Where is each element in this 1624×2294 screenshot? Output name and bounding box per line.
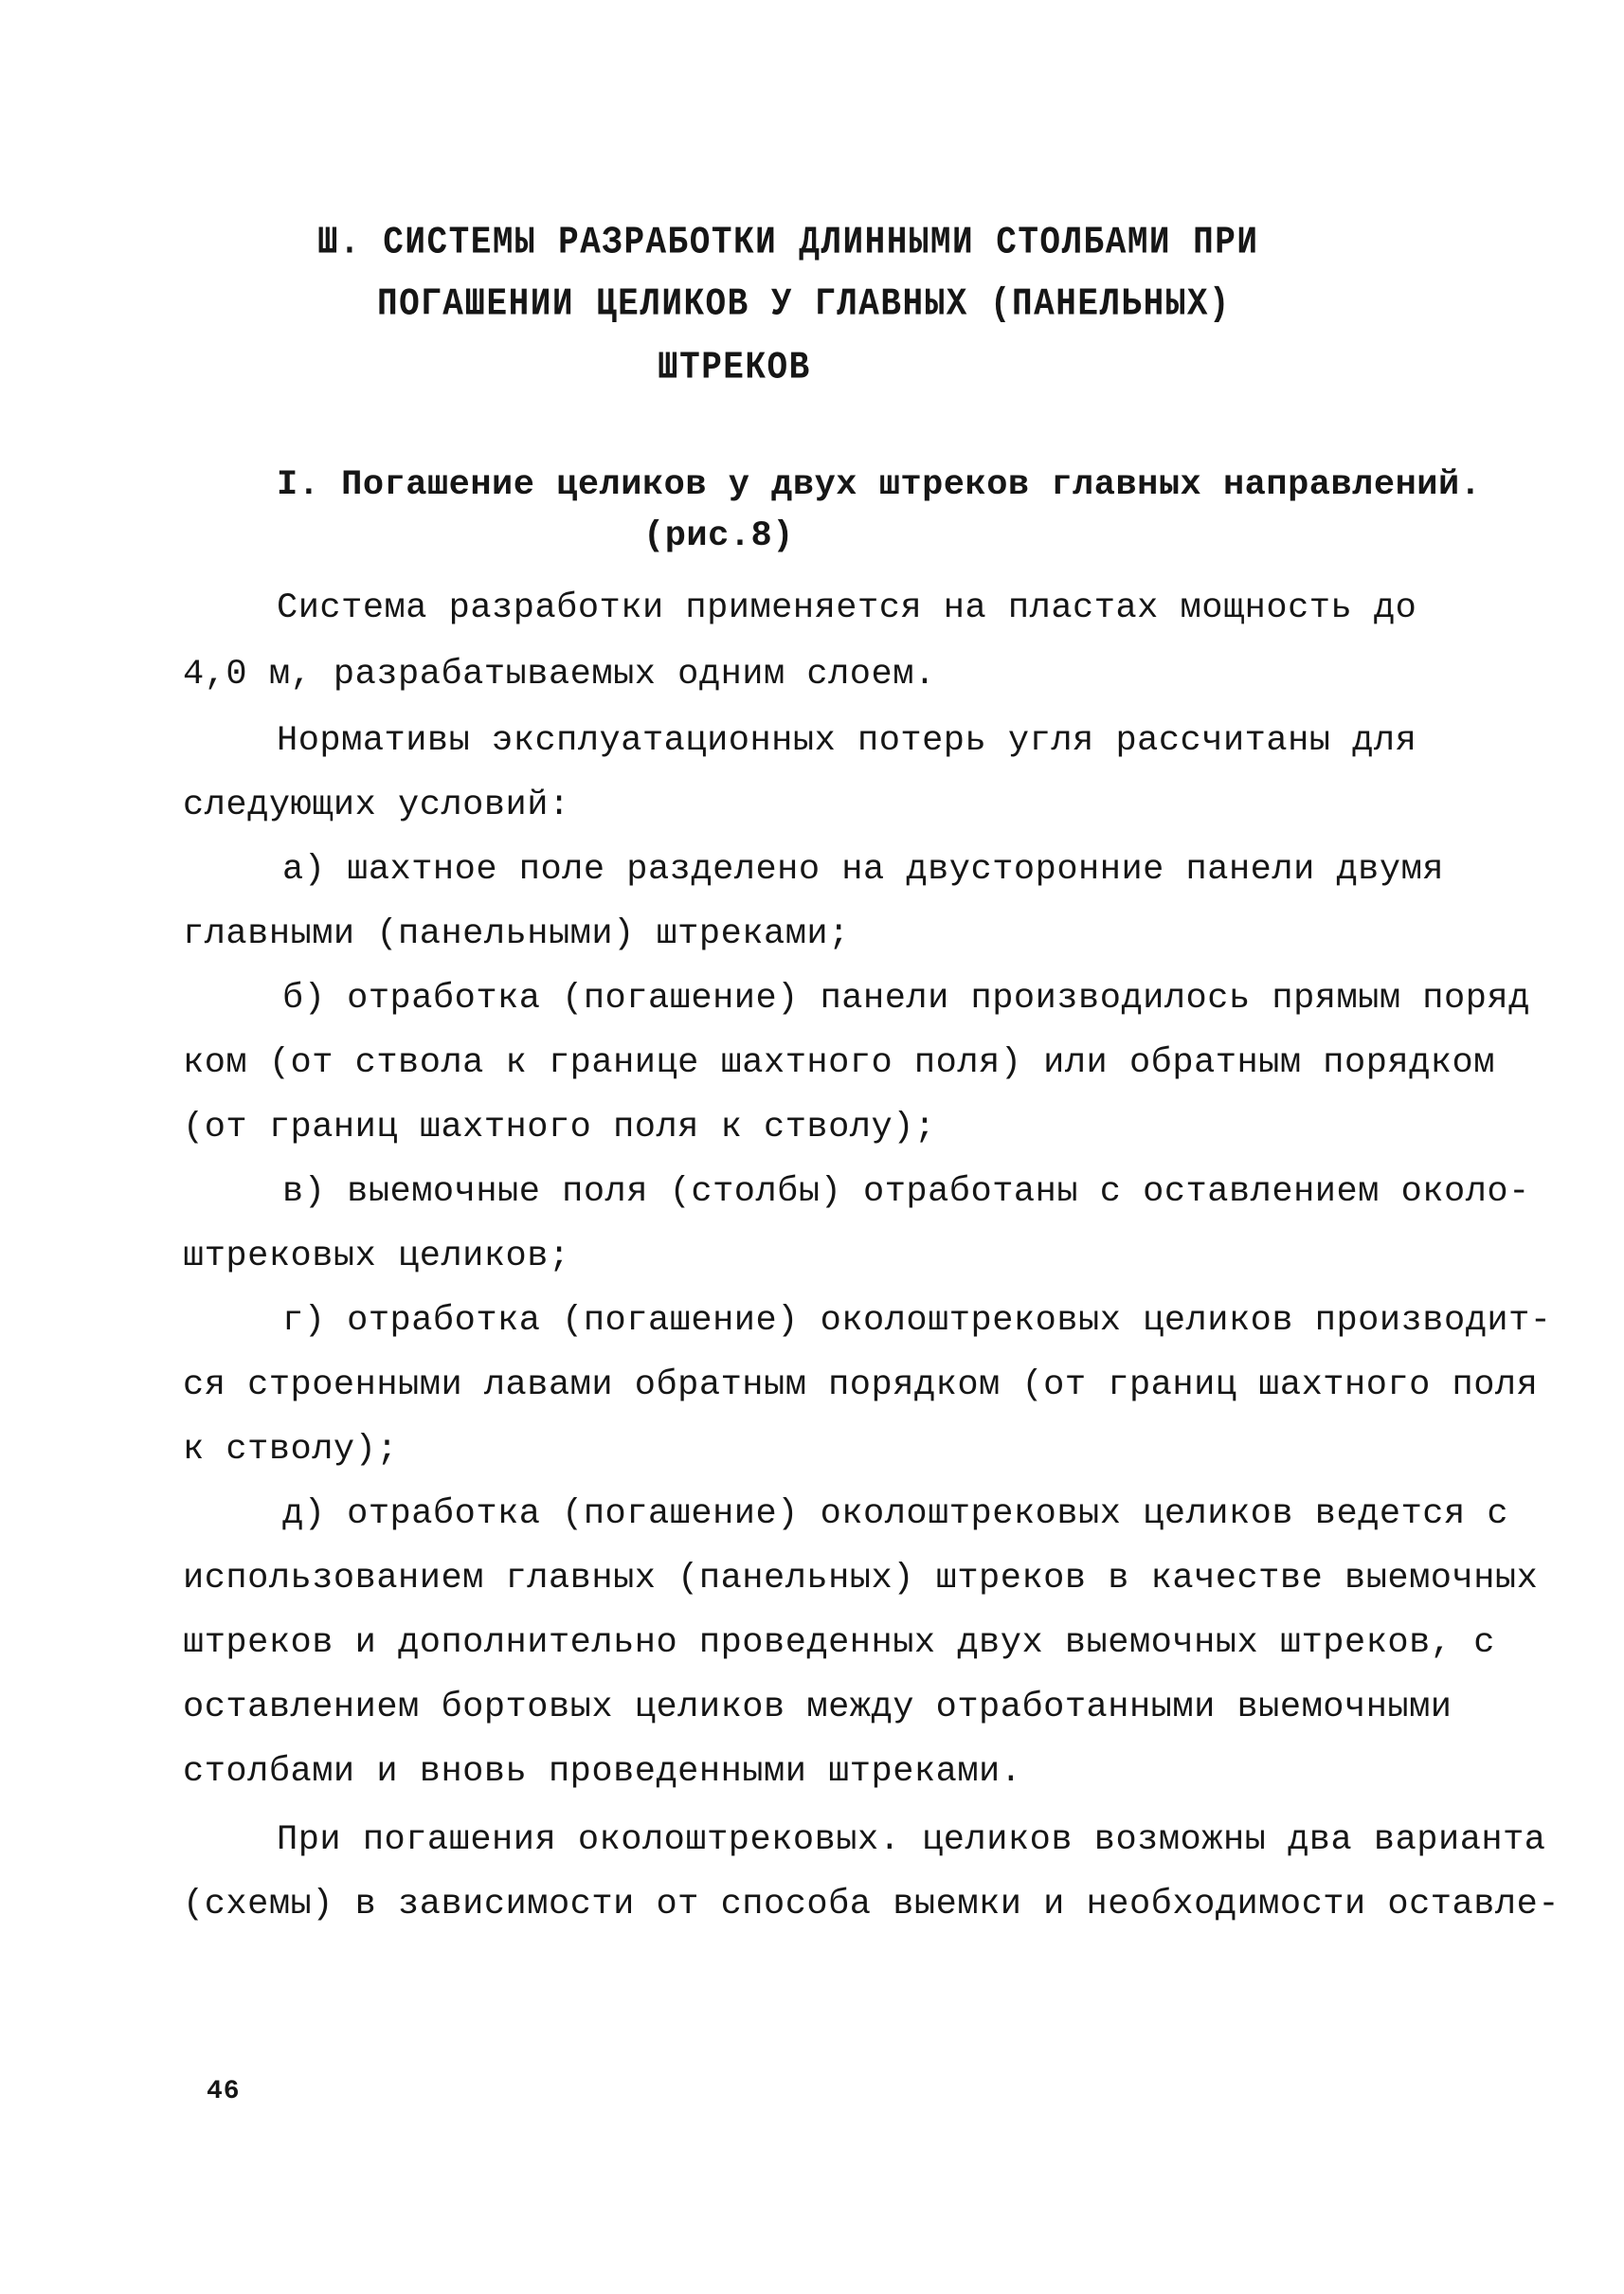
body-line: к стволу); <box>183 1430 399 1470</box>
body-line: столбами и вновь проведенными штреками. <box>183 1752 1022 1792</box>
body-line: г) отработка (погашение) околоштрековых целиков производит- <box>282 1301 1552 1341</box>
subsection-title-line-2: (рис.8) <box>643 516 794 556</box>
body-line: При погашения околоштрековых. целиков возможны два варианта <box>277 1820 1546 1860</box>
body-line: оставлением бортовых целиков между отработанными выемочными <box>183 1688 1453 1727</box>
body-line: штреков и дополнительно проведенных двух выемочных штреков, с <box>183 1623 1495 1663</box>
body-line: Нормативы эксплуатационных потерь угля рассчитаны для <box>277 721 1417 761</box>
body-line: ся строенными лавами обратным порядком (от границ шахтного поля <box>183 1365 1539 1405</box>
body-line: штрековых целиков; <box>183 1237 570 1276</box>
body-line: б) отработка (погашение) панели производилось прямым поряд <box>282 979 1530 1019</box>
body-line: следующих условий: <box>183 786 570 825</box>
body-line: (схемы) в зависимости от способа выемки и необходимости оставле- <box>183 1885 1561 1924</box>
body-line: а) шахтное поле разделено на двусторонние панели двумя <box>282 850 1444 890</box>
page-number: 46 <box>207 2077 241 2106</box>
body-line: (от границ шахтного поля к стволу); <box>183 1108 936 1147</box>
body-line: 4,0 м, разрабатываемых одним слоем. <box>183 655 936 695</box>
body-line: в) выемочные поля (столбы) отработаны с оставлением около- <box>282 1172 1530 1212</box>
section-title-line-1: Ш. СИСТЕМЫ РАЗРАБОТКИ ДЛИННЫМИ СТОЛБАМИ ПРИ <box>317 221 1259 265</box>
subsection-title-line-1: I. Погашение целиков у двух штреков главных направлений. <box>277 465 1482 505</box>
section-title-line-2: ПОГАШЕНИИ ЦЕЛИКОВ У ГЛАВНЫХ (ПАНЕЛЬНЫХ) <box>377 282 1232 327</box>
body-line: Система разработки применяется на пластах мощность до <box>277 588 1417 628</box>
body-line: д) отработка (погашение) околоштрековых целиков ведется с <box>282 1494 1509 1534</box>
body-line: использованием главных (панельных) штреков в качестве выемочных <box>183 1559 1539 1599</box>
body-line: ком (от ствола к границе шахтного поля) или обратным порядком <box>183 1043 1495 1083</box>
body-line: главными (панельными) штреками; <box>183 914 850 954</box>
section-title-line-3: ШТРЕКОВ <box>658 346 811 390</box>
